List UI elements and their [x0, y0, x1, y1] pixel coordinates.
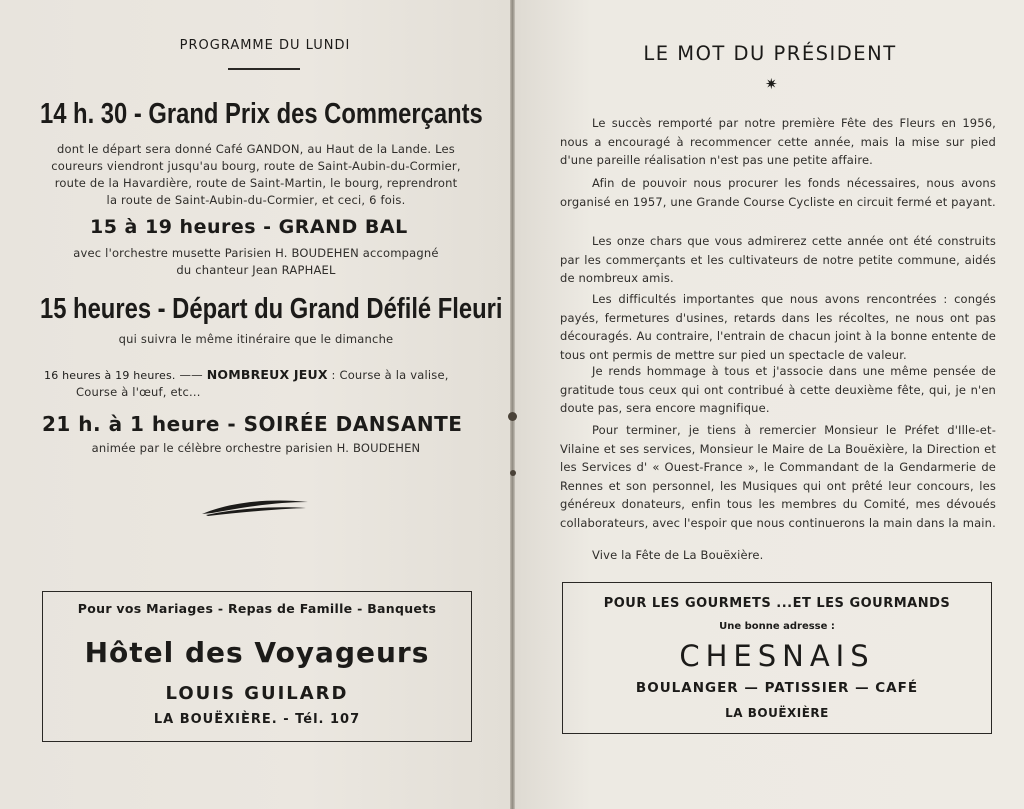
chesnais-name: CHESNAIS [679, 639, 875, 673]
paragraph-1 [560, 114, 996, 170]
jeux-line2: Course à l'œuf, etc... [76, 385, 201, 399]
event-grand-bal-heading: 15 à 19 heures - GRAND BAL [90, 216, 408, 238]
paragraph-4 [560, 290, 996, 364]
paragraph-text: Afin de pouvoir nous procurer les fonds nécessaires, nous avons organisé en 1957, une Grande Course Cycliste en circuit fermé et payant. [560, 176, 996, 209]
event-soiree-heading: 21 h. à 1 heure - SOIRÉE DANSANTE [42, 412, 463, 436]
paragraph-2 [560, 174, 996, 211]
paragraph-7 [560, 546, 996, 565]
ornament-swash-icon [200, 496, 310, 518]
hotel-owner: LOUIS GUILARD [165, 683, 349, 704]
paragraph-5 [560, 362, 996, 418]
chesnais-headline: POUR LES GOURMETS ...ET LES GOURMANDS [603, 596, 951, 611]
paragraph-3 [560, 232, 996, 288]
event-grand-prix-heading: 14 h. 30 - Grand Prix des Commerçants [40, 98, 483, 130]
paragraph-6 [560, 421, 996, 532]
desc-line: route de la Havardière, route de Saint-Martin, le bourg, reprendront [54, 176, 458, 190]
chesnais-advertisement [562, 582, 992, 734]
paragraph-text: Les onze chars que vous admirerez cette année ont été construits par les commerçants et les cultivateurs de notre petite commune, aidés de nombreux amis. [560, 234, 996, 285]
paragraph-text: Le succès remporté par notre première Fête des Fleurs en 1956, nous a encouragé à recommencer cette année, mais la mise sur pied d'une pareille réalisation n'est pas une petite affaire. [560, 116, 996, 167]
jeux-time: 16 heures à 19 heures. [44, 369, 176, 382]
paragraph-text: Je rends hommage à tous et j'associe dans une même pensée de gratitude tous ceux qui ont contribué à cette deuxième fête, qui, je n'en doute pas, sera encore magnifique. [560, 364, 996, 415]
president-title: LE MOT DU PRÉSIDENT [643, 42, 897, 65]
staple-bottom [510, 470, 516, 476]
hotel-tagline: Pour vos Mariages - Repas de Famille - Banquets [77, 601, 437, 616]
event-grand-prix-description [36, 141, 476, 209]
chesnais-town: LA BOUËXIÈRE [725, 706, 829, 720]
star-ornament-icon: ✷ [765, 75, 778, 93]
chesnais-trades: BOULANGER — PATISSIER — CAFÉ [635, 680, 919, 696]
title-underline [228, 68, 300, 70]
jeux-dash: —— [179, 368, 203, 382]
desc-line: du chanteur Jean RAPHAEL [176, 263, 336, 277]
event-soiree-description: animée par le célèbre orchestre parisien H. BOUDEHEN [91, 441, 421, 455]
desc-line: dont le départ sera donné Café GANDON, au Haut de la Lande. Les [57, 142, 455, 156]
event-jeux [44, 366, 484, 401]
hotel-advertisement [42, 591, 472, 742]
programme-title: PROGRAMME DU LUNDI [179, 38, 351, 53]
desc-line: avec l'orchestre musette Parisien H. BOUDEHEN accompagné [73, 246, 439, 260]
paragraph-text: Les difficultés importantes que nous avons rencontrées : congés payés, fermetures d'usines, retards dans les récoltes, ne nous ont pas découragés. Au contraire, l'entrain de chacun joint à la bonne entente de tous ont permis de mettre sur pied un spectacle de valeur. [560, 292, 996, 362]
page-fold [510, 0, 515, 809]
event-defile-description: qui suivra le même itinéraire que le dimanche [118, 332, 394, 346]
jeux-rest: : Course à la valise, [331, 368, 449, 382]
event-grand-bal-description [36, 245, 476, 279]
event-defile-heading: 15 heures - Départ du Grand Défilé Fleuri [40, 293, 503, 325]
paragraph-text: Pour terminer, je tiens à remercier Monsieur le Préfet d'Ille-et-Vilaine et ses services, Monsieur le Maire de La Bouëxière, la Direction et les Services d' « Ouest-France », le Commandant de la Gendarmerie de Rennes et son personnel, les Musiques qui ont prêté leur concours, les généreux donateurs, enfin tous les membres du Comité, mes dévoués collaborateurs, avec l'espoir que nous continuerons la main dans la main. [560, 423, 996, 530]
hotel-address: LA BOUËXIÈRE. - Tél. 107 [153, 712, 361, 727]
paragraph-text: Vive la Fête de La Bouëxière. [592, 548, 764, 562]
hotel-name: Hôtel des Voyageurs [84, 636, 430, 669]
chesnais-subline: Une bonne adresse : [719, 621, 835, 632]
staple-top [508, 412, 517, 421]
jeux-title: NOMBREUX JEUX [206, 367, 328, 382]
desc-line: la route de Saint-Aubin-du-Cormier, et ceci, 6 fois. [106, 193, 406, 207]
desc-line: coureurs viendront jusqu'au bourg, route de Saint-Aubin-du-Cormier, [51, 159, 461, 173]
